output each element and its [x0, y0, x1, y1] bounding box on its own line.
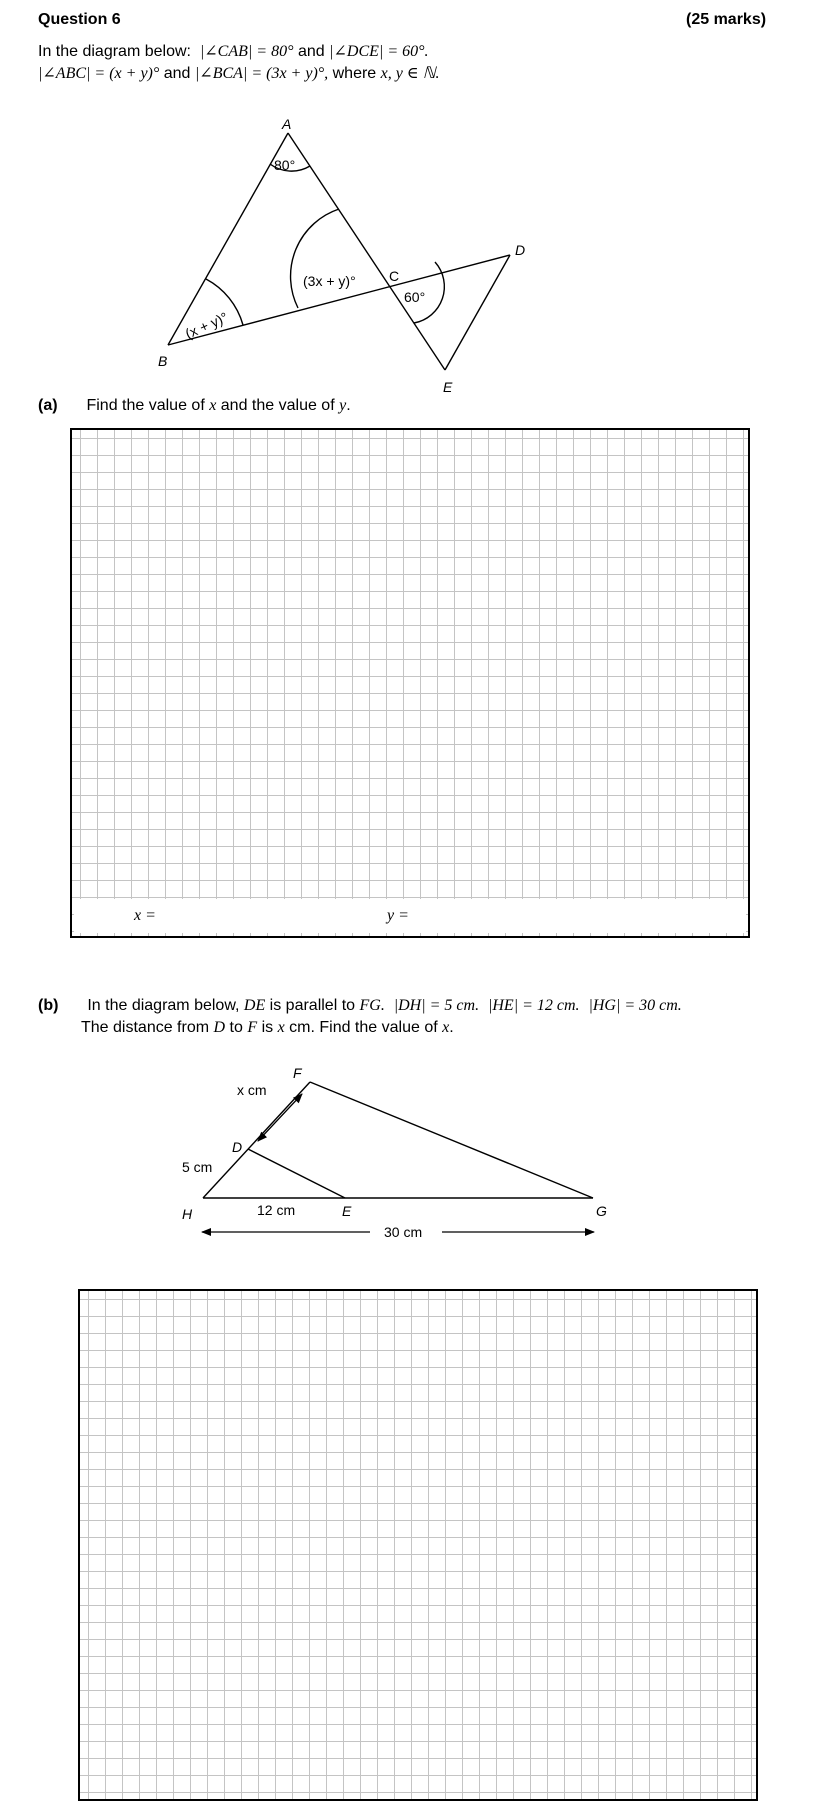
label-b: B — [158, 353, 168, 369]
part-a-prompt — [38, 396, 351, 416]
answer-grid-b[interactable] — [78, 1289, 758, 1801]
question-label: Question 6 — [38, 11, 121, 28]
label-e: E — [443, 379, 453, 395]
part-a-text-3: . — [346, 397, 351, 414]
part-a-var-y: y — [339, 397, 347, 414]
length-he: 12 cm — [257, 1202, 296, 1218]
label-h: H — [182, 1206, 193, 1222]
angle-dce-value: 60° — [404, 289, 426, 305]
diagram-b — [0, 1050, 820, 1250]
part-b-text-1: In the diagram below, — [87, 997, 240, 1014]
intro-and-1: and — [297, 43, 325, 60]
part-b-x: x — [277, 1019, 285, 1036]
intro-where: where — [332, 65, 377, 82]
part-b-he: |HE| = 12 cm. — [487, 997, 580, 1014]
label-c: C — [389, 268, 400, 284]
answer-grid-a[interactable] — [70, 428, 750, 938]
part-b-text-7: . — [449, 1019, 454, 1036]
part-a-var-x: x — [209, 397, 217, 414]
part-b-label: (b) — [38, 997, 59, 1014]
label-e: E — [342, 1203, 352, 1219]
length-x: x cm — [237, 1082, 267, 1098]
answer-y-label: y = — [387, 907, 409, 924]
segment-fg — [310, 1082, 593, 1198]
answer-strip-a — [74, 899, 746, 933]
part-b-de: DE — [243, 997, 266, 1014]
segment-ae — [288, 133, 445, 370]
length-hg: 30 cm — [384, 1224, 423, 1240]
intro-and-2: and — [163, 65, 191, 82]
part-a-label: (a) — [38, 397, 58, 414]
label-d: D — [232, 1139, 243, 1155]
intro-prefix: In the diagram below: — [38, 43, 191, 60]
part-b-dh: |DH| = 5 cm. — [393, 997, 480, 1014]
part-b-text-3: The distance from — [81, 1019, 210, 1036]
length-dh: 5 cm — [182, 1159, 213, 1175]
segment-bd — [168, 255, 510, 345]
part-b-hg: |HG| = 30 cm. — [588, 997, 682, 1014]
angle-a-value: 80° — [274, 157, 296, 173]
label-f: F — [293, 1065, 302, 1081]
part-b-text-5: is — [261, 1019, 274, 1036]
label-a: A — [282, 116, 292, 132]
angle-b-value: (x + y)° — [182, 308, 231, 342]
part-b-text-2: is parallel to — [269, 997, 356, 1014]
label-g: G — [596, 1203, 607, 1219]
angle-c-value: (3x + y)° — [303, 273, 356, 289]
segment-de — [248, 1149, 345, 1198]
intro-angle-dce: |∠DCE| = 60°. — [329, 43, 429, 60]
intro-angle-bca: |∠BCA| = (3x + y)°, — [194, 65, 329, 82]
arrow-df-down — [258, 1094, 302, 1141]
part-b-line-2 — [81, 1018, 454, 1038]
part-b-f: F — [247, 1019, 258, 1036]
intro-angle-cab: |∠CAB| = 80° — [199, 43, 294, 60]
part-a-text-2: and the value of — [220, 397, 335, 414]
part-a-text-1: Find the value of — [86, 397, 205, 414]
segment-de — [445, 255, 510, 370]
part-b-text-6: cm. Find the value of — [289, 1019, 438, 1036]
marks-label: (25 marks) — [686, 11, 767, 28]
part-b-fg: FG. — [359, 997, 385, 1014]
intro-set: x, y ∈ ℕ. — [380, 65, 440, 82]
segment-hf — [203, 1082, 310, 1198]
part-b-x2: x — [442, 1019, 450, 1036]
arc-angle-c — [291, 209, 339, 308]
part-b-d: D — [213, 1019, 226, 1036]
answer-x-label: x = — [134, 907, 156, 924]
intro-angle-abc: |∠ABC| = (x + y)° — [38, 65, 160, 82]
label-d: D — [515, 242, 526, 258]
diagram-a — [0, 0, 820, 400]
part-b-text-4: to — [229, 1019, 243, 1036]
part-b-line-1 — [38, 996, 682, 1016]
